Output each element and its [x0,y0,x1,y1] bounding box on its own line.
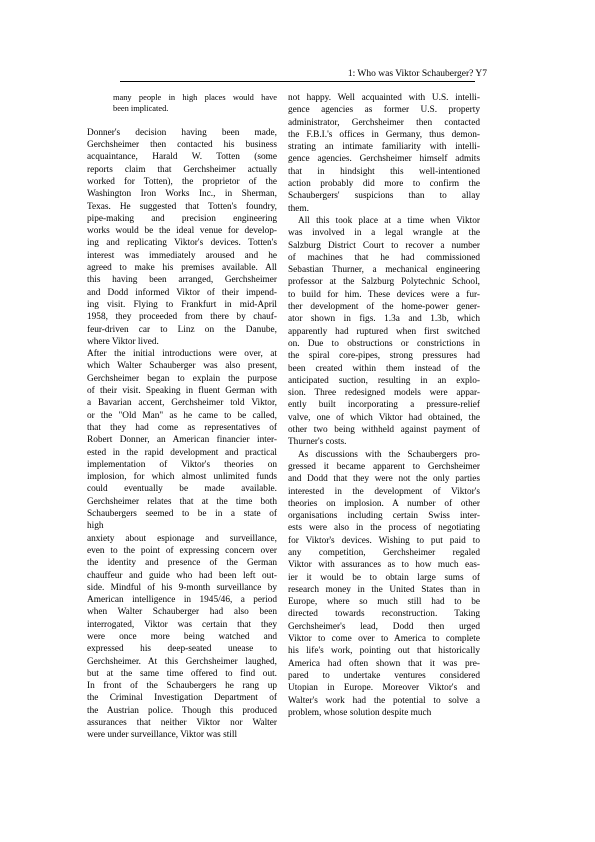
text-line: implosion, for which almost unlimited funds [87,472,277,483]
text-line: All this took place at a time when Viktor [298,215,480,226]
text-line: research money in the United States than in [288,584,480,595]
text-line: administrator, Gerchsheimer then contacted [288,117,480,128]
block-quote [87,92,277,115]
text-line: not happy. Well acquainted with U.S. intelli- [288,93,480,103]
text-line: could eventually be made available. [87,484,277,495]
text-line: that they had come as representatives of [87,422,277,433]
text-line: the identity and presence of the German [87,558,277,569]
text-line: ently built incorporating a pressure-relief [288,400,480,411]
text-line: chauffeur and guide who had been left out- [87,570,277,581]
text-line: interest was immediately aroused and he [87,250,277,261]
text-line: anxiety about espionage and surveillance, [87,533,277,544]
text-line: organisations including certain Swiss inter- [288,511,480,522]
text-line: sion. Three redesigned models were appar- [288,388,480,399]
text-line: ested in the rapid development and practical [87,447,277,458]
text-line: of their visit. Speaking in fluent German with [87,386,277,397]
text-line: interested in the development of Viktor's [288,486,480,497]
text-line: After the initial introductions were over, at [87,349,277,360]
text-line: directed towards reconstruction. Taking [288,609,480,620]
text-line: acquaintance, Harald W. Totten (some [87,152,277,163]
text-line: As discussions with the Schaubergers pro- [298,449,480,460]
text-line: Europe, where so much still had to be [288,597,480,608]
text-line: problem, whose solution despite much [288,707,432,718]
text-line: Schaubergers seemed to be in a state of [87,509,277,520]
text-line: the Criminal Investigation Department of [87,693,277,704]
text-line: side. Mindful of his 9-month surveillance by [87,582,277,593]
text-line: was involved in a legal wrangle at the [288,228,480,239]
text-line: pared to undertake ventures considered [288,670,480,681]
text-line: gence agencies as former U.S. property [288,105,480,116]
text-line: any competition, Gerchsheimer regaled [288,547,480,558]
text-line: and Dodd that they were not the only parties [288,474,480,485]
text-line: Utopian in Europe. Moreover Viktor's and [288,683,480,694]
text-line: high [87,521,104,532]
text-line: Gerchsheimer then contacted his business [87,140,277,151]
paragraph [87,127,277,348]
text-line: the spiral core-pipes, strong pressures had [288,351,480,362]
right-column [288,92,480,719]
text-line: where Viktor lived. [87,336,159,347]
paragraph [288,92,480,215]
text-line: ing and replicating Viktor's devices. Totten's [87,238,277,249]
header-rule [120,81,475,82]
paragraph [87,348,277,742]
text-line: been implicated. [113,104,169,114]
text-line: valve, one of which Viktor had obtained, the [288,412,480,423]
text-line: ator shown in figs. 1.3a and 1.3b, which [288,314,480,325]
text-line: In front of the Schaubergers he rang up [87,681,277,692]
text-line: were once more being watched and [87,631,277,642]
text-line: Salzburg District Court to recover a number [288,240,480,251]
text-line: implementation of Viktor's theories on [87,459,277,470]
text-line: gressed it became apparent to Gerchsheimer [288,461,480,472]
text-line: or the "Old Man" as he came to be called, [87,410,277,421]
text-line: Gerchsheimer. At this Gerchsheimer laughed, [87,656,277,667]
text-line: been created within them instead of the [288,363,480,374]
text-line: the Austrian police. Though this produced [87,705,277,716]
text-line: apparently had ruptured when first switched [288,326,480,337]
text-line: Gerchsheimer relates that at the time both [87,496,277,507]
text-line: 1958, they proceeded from there by chauf- [87,312,277,323]
paragraph [288,449,480,720]
text-line: other two being withheld against payment of [288,425,480,436]
text-line: agreed to make his premises available. All [87,263,277,274]
text-line: interrogated, Viktor was certain that they [87,619,277,630]
text-line: feur-driven car to Linz on the Danube, [87,324,277,335]
text-line: anticipated suction, resulting in an explo- [288,375,480,386]
text-line: which Walter Schauberger was also present, [87,361,277,372]
text-line: America had often shown that it was pre- [288,658,480,669]
text-line: his life's work, pointing out that historically [288,646,480,657]
text-line: but at the same time offered to find out. [87,668,277,679]
text-line: Texas. He suggested that Totten's foundry, [87,201,277,212]
text-line: a Bavarian accent, Gerchsheimer told Viktor, [87,398,277,409]
text-line: Viktor with assurances as to how much eas- [288,560,480,571]
text-line: when Walter Schauberger had also been [87,607,277,618]
text-line: works would be the ideal venue for develop- [87,226,277,237]
text-line: Robert Donner, an American financier inter- [87,435,277,446]
text-line: Donner's decision having been made, [87,127,277,138]
text-line: professor at the Salzburg Polytechnic School, [288,277,480,288]
text-line: American intelligence in 1945/46, a period [87,595,277,606]
text-line: on. Due to obstructions or constrictions in [288,338,480,349]
text-line: the F.B.I.'s offices in Germany, thus demon- [288,129,480,140]
text-line: pipe-making and precision engineering [87,213,277,224]
text-line: ing visit. Flying to Frankfurt in mid-April [87,299,277,310]
text-line: and Dodd informed Viktor of their impend- [87,287,277,298]
text-line: ier it would be to obtain large sums of [288,572,480,583]
text-line: reports claim that Gerchsheimer actually [87,164,277,175]
text-line: ther development of the home-power gener- [288,302,480,313]
paragraph [288,215,480,449]
text-line: theories on implosion. A number of other [288,498,480,509]
text-line: Schaubergers' suspicions than to allay [288,191,480,202]
text-line: Gerchsheimer's lead, Dodd then urged [288,621,480,632]
text-line: strating an intimate familiarity with intelli- [288,142,480,153]
text-line: worked for Totten), the proprietor of the [87,177,277,187]
text-line: Gerchsheimer began to explain the purpose [87,373,277,384]
text-line: gence agencies. Gerchsheimer himself admits [288,154,480,165]
text-line: were under surveillance, Viktor was still [87,730,238,741]
text-line: this having been arranged, Gerchsheimer [87,275,277,286]
text-line: Sebastian Thurner, a mechanical engineering [288,265,480,276]
text-line: expressed his deep-seated unease to [87,644,277,655]
text-line: Washington Iron Works Inc., in Sherman, [87,189,277,200]
text-line: them. [288,203,309,214]
text-line: for Viktor's devices. Wishing to put paid to [288,535,480,546]
text-line: many people in high places would have [113,93,277,102]
text-line: ests were also in the process of negotiating [288,523,480,534]
text-line: Thurner's costs. [288,437,347,448]
left-column [87,92,277,742]
running-head: 1: Who was Viktor Schauberger? Y7 [347,69,487,79]
text-line: assurances that neither Viktor nor Walter [87,718,277,729]
text-line: action probably did more to confirm the [288,179,480,190]
text-line: even to the point of expressing concern over [87,545,277,556]
text-line: Walter's work had the potential to solve a [288,695,480,706]
text-line: that in hindsight this well-intentioned [288,166,480,177]
text-line: Viktor to come over to America to complete [288,634,480,645]
text-line: to build for him. These devices were a fur- [288,289,480,300]
text-line: of machines that he had commissioned [288,252,480,263]
